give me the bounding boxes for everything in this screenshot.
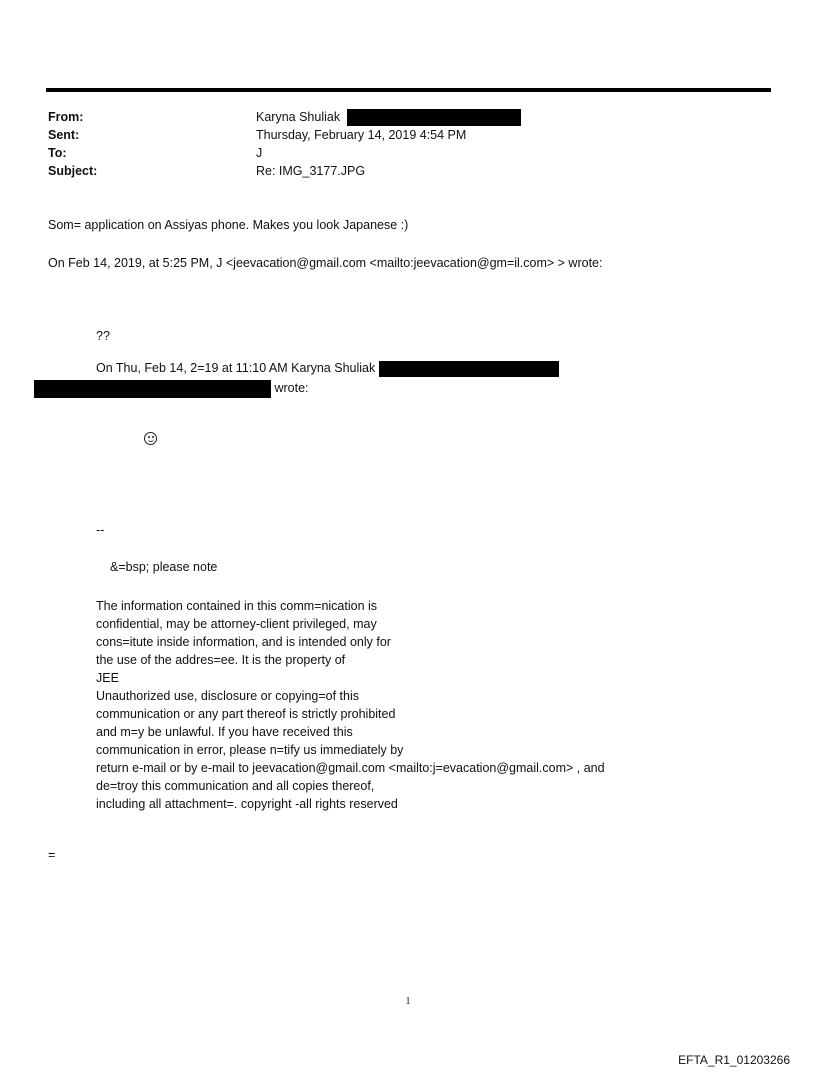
from-name: Karyna Shuliak (256, 110, 341, 124)
conf-line: JEE (96, 671, 119, 685)
redaction-box (347, 109, 521, 126)
conf-line: confidential, may be attorney-client privileged, may (96, 617, 377, 631)
redaction-box (379, 361, 559, 377)
from-label: From: (48, 110, 84, 124)
confidentiality-notice (96, 597, 605, 813)
quote-wrote: wrote: (274, 381, 309, 395)
question-marks: ?? (96, 329, 110, 343)
subject-label: Subject: (48, 164, 98, 178)
quote-intro (96, 359, 559, 377)
to-value: J (256, 146, 263, 160)
from-value (256, 108, 521, 126)
quote-intro-text: On Thu, Feb 14, 2=19 at 11:10 AM Karyna Shuliak (96, 361, 376, 375)
conf-line: return e-mail or by e-mail to jeevacation@gmail.com <mailto:j=evacation@gmail.com> , and (96, 761, 605, 775)
smiley-face-icon (144, 432, 157, 445)
sent-label: Sent: (48, 128, 80, 142)
smiley-mouth (148, 437, 154, 442)
conf-line: cons=itute inside information, and is intended only for (96, 635, 391, 649)
bates-number: EFTA_R1_01203266 (678, 1053, 790, 1067)
header-rule (46, 88, 771, 92)
quote-wrote-line (34, 379, 309, 398)
conf-line: communication or any part thereof is strictly prohibited (96, 707, 396, 721)
trailing-equals: = (48, 848, 56, 862)
conf-line: including all attachment=. copyright -all rights reserved (96, 797, 398, 811)
to-label: To: (48, 146, 67, 160)
conf-line: The information contained in this comm=nication is (96, 599, 378, 613)
redaction-box (34, 380, 271, 398)
sent-value: Thursday, February 14, 2019 4:54 PM (256, 128, 467, 142)
subject-value: Re: IMG_3177.JPG (256, 164, 366, 178)
conf-line: Unauthorized use, disclosure or copying=of this (96, 689, 359, 703)
page-number: 1 (405, 996, 411, 1007)
body-line-2: On Feb 14, 2019, at 5:25 PM, J <jeevacation@gmail.com <mailto:jeevacation@gm=il.com> > wrote: (48, 256, 603, 270)
conf-line: the use of the addres=ee. It is the property of (96, 653, 346, 667)
conf-line: communication in error, please n=tify us immediately by (96, 743, 404, 757)
nbsp-note: &=bsp; please note (110, 560, 218, 574)
conf-line: and m=y be unlawful. If you have received this (96, 725, 353, 739)
conf-line: de=troy this communication and all copies thereof, (96, 779, 375, 793)
signature-dashes: -- (96, 523, 105, 537)
body-line-1: Som= application on Assiyas phone. Makes you look Japanese :) (48, 218, 409, 232)
